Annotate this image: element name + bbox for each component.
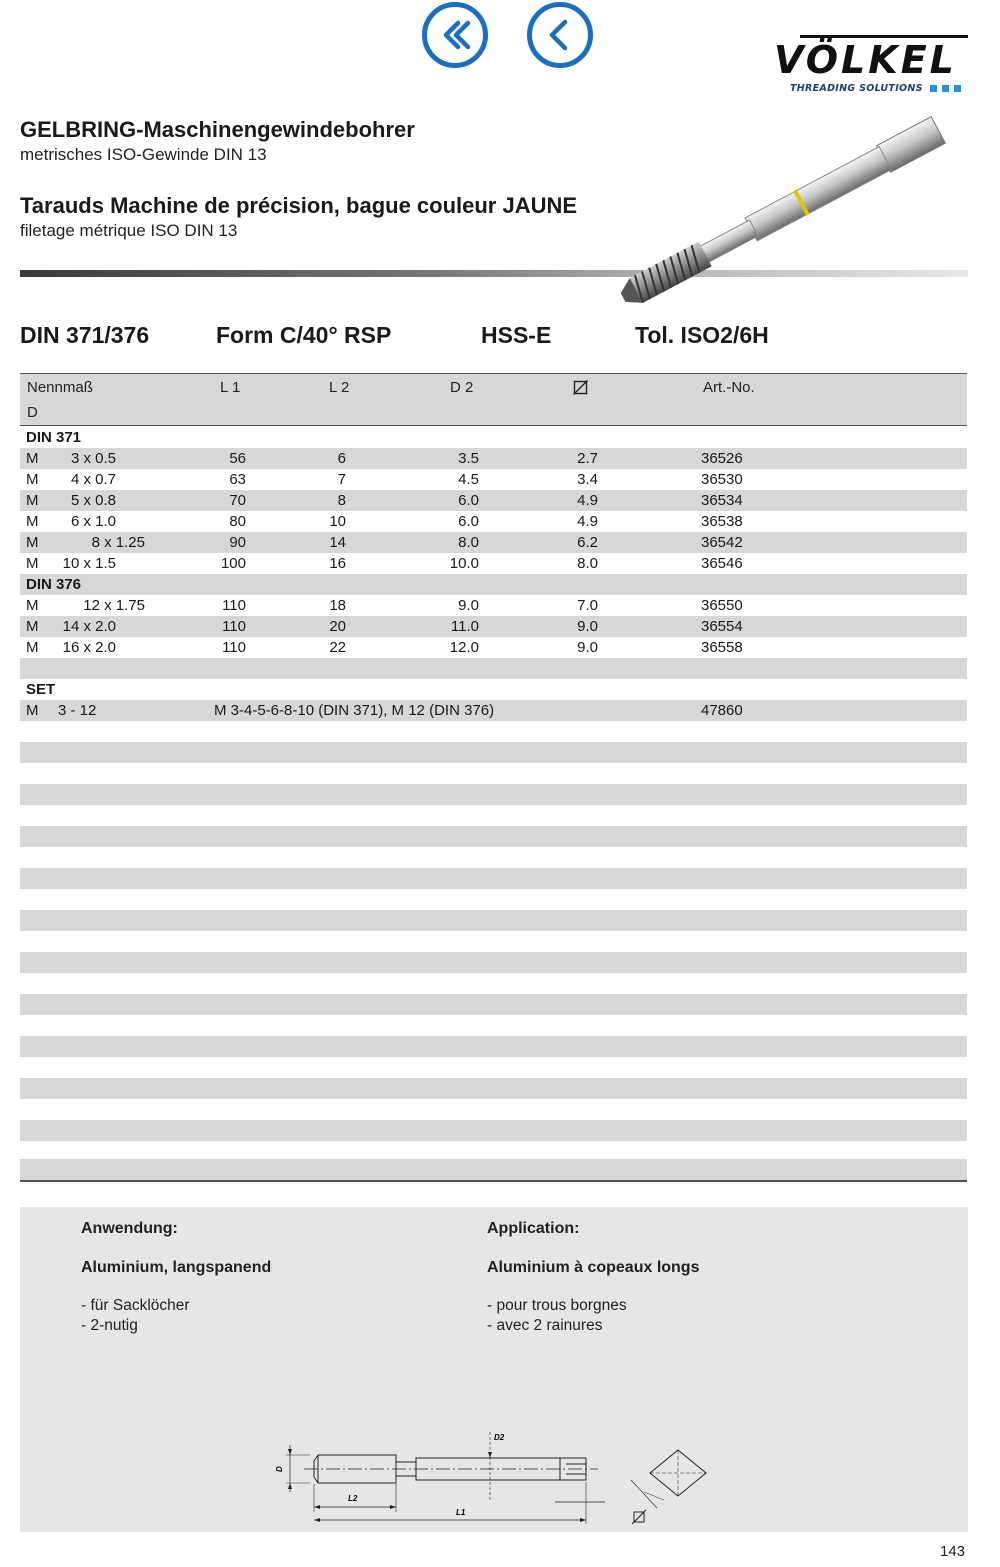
cell-size: 4 x 0.7 — [70, 471, 116, 488]
table-row — [20, 700, 967, 721]
title-german: GELBRING-Maschinengewindebohrer — [20, 117, 415, 142]
cell-artno: 36526 — [701, 450, 743, 467]
cell-size: 14 x 2.0 — [62, 618, 116, 635]
table-row — [20, 595, 967, 616]
application-item-german: - 2-nutig — [81, 1317, 138, 1334]
logo-square — [942, 85, 949, 92]
cell-square: 2.7 — [577, 450, 598, 467]
first-page-button[interactable] — [422, 2, 488, 68]
empty-row — [20, 868, 967, 889]
cell-size: 10 x 1.5 — [62, 555, 116, 572]
chevron-left-icon — [532, 7, 588, 63]
group-row — [20, 427, 967, 448]
group-label-din371: DIN 371 — [26, 429, 82, 446]
table-row — [20, 490, 967, 511]
application-material-german: Aluminium, langspanend — [81, 1259, 272, 1276]
dim-label-d: D — [275, 1466, 284, 1472]
empty-row — [20, 952, 967, 973]
table-row — [20, 511, 967, 532]
cell-m: M — [26, 534, 39, 551]
cell-l2: 8 — [337, 492, 346, 509]
dim-label-l1: L1 — [456, 1508, 466, 1517]
cell-m: M — [26, 513, 39, 530]
cell-l2: 7 — [337, 471, 346, 488]
application-material-french: Aluminium à copeaux longs — [487, 1259, 700, 1276]
application-item-german: - für Sacklöcher — [81, 1297, 190, 1314]
table-row — [20, 469, 967, 490]
cell-l1: 110 — [222, 639, 246, 656]
cell-d2: 9.0 — [458, 597, 479, 614]
header-l1: L 1 — [220, 379, 241, 396]
cell-m: M — [26, 702, 39, 719]
cell-square: 8.0 — [577, 555, 598, 572]
cell-artno: 36534 — [701, 492, 743, 509]
header-d: D — [27, 404, 38, 421]
table-row — [20, 448, 967, 469]
cell-size: 6 x 1.0 — [70, 513, 116, 530]
subtitle-german: metrisches ISO-Gewinde DIN 13 — [20, 145, 267, 164]
cell-l1: 80 — [229, 513, 246, 530]
cell-m: M — [26, 639, 39, 656]
cell-size: 12 x 1.75 — [83, 597, 145, 614]
empty-row — [20, 1120, 967, 1141]
group-row — [20, 574, 967, 595]
empty-row — [20, 784, 967, 805]
cell-l2: 6 — [337, 450, 346, 467]
cell-size: 5 x 0.8 — [70, 492, 116, 509]
cell-artno: 36558 — [701, 639, 743, 656]
cell-l1: 90 — [229, 534, 246, 551]
cell-set-description: M 3-4-5-6-8-10 (DIN 371), M 12 (DIN 376) — [214, 702, 495, 719]
application-item-french: - pour trous borgnes — [487, 1297, 627, 1314]
cell-square: 7.0 — [577, 597, 598, 614]
cell-d2: 6.0 — [458, 513, 479, 530]
spec-din: DIN 371/376 — [20, 322, 150, 348]
cell-square: 4.9 — [577, 492, 598, 509]
logo-wordmark: VÖLKEL — [774, 38, 957, 82]
cell-m: M — [26, 450, 39, 467]
header-d2: D 2 — [450, 379, 474, 396]
spec-form: Form C/40° RSP — [216, 322, 392, 348]
cell-d2: 12.0 — [449, 639, 479, 656]
cell-l2: 14 — [329, 534, 346, 551]
empty-row — [20, 826, 967, 847]
group-label-set: SET — [26, 681, 56, 698]
cell-square: 3.4 — [577, 471, 598, 488]
empty-row — [20, 1036, 967, 1057]
empty-row — [20, 1159, 967, 1180]
cell-artno: 36554 — [701, 618, 743, 635]
cell-m: M — [26, 471, 39, 488]
technical-drawing — [270, 1420, 720, 1530]
spec-tolerance: Tol. ISO2/6H — [635, 322, 769, 348]
cell-artno: 47860 — [701, 702, 743, 719]
cell-l1: 110 — [222, 618, 246, 635]
company-logo — [770, 30, 970, 96]
page-number: 143 — [940, 1543, 966, 1560]
subtitle-french: filetage métrique ISO DIN 13 — [20, 221, 238, 240]
cell-artno: 36538 — [701, 513, 743, 530]
cell-l1: 100 — [220, 555, 246, 572]
cell-m: M — [26, 597, 39, 614]
application-heading-german: Anwendung: — [81, 1220, 178, 1237]
cell-m: M — [26, 618, 39, 635]
tap-tool-image — [595, 108, 975, 308]
double-chevron-left-icon — [427, 7, 483, 63]
cell-square: 9.0 — [577, 618, 598, 635]
group-label-din376: DIN 376 — [26, 576, 82, 593]
table-row — [20, 553, 967, 574]
cell-d2: 8.0 — [458, 534, 479, 551]
cell-d2: 10.0 — [449, 555, 479, 572]
logo-tagline: THREADING SOLUTIONS — [790, 83, 923, 94]
cell-square: 9.0 — [577, 639, 598, 656]
application-item-french: - avec 2 rainures — [487, 1317, 603, 1334]
cell-l2: 16 — [329, 555, 346, 572]
group-row — [20, 679, 967, 700]
logo-square — [954, 85, 961, 92]
cell-size: 8 x 1.25 — [91, 534, 145, 551]
dim-label-l2: L2 — [348, 1494, 358, 1503]
empty-row — [20, 994, 967, 1015]
table-bottom-border — [20, 1180, 967, 1182]
spec-material: HSS-E — [481, 322, 552, 348]
table-row — [20, 637, 967, 658]
previous-page-button[interactable] — [527, 2, 593, 68]
cell-l2: 10 — [329, 513, 346, 530]
cell-l2: 20 — [329, 618, 346, 635]
cell-l2: 18 — [329, 597, 346, 614]
cell-size: 3 - 12 — [58, 702, 97, 719]
cell-d2: 4.5 — [458, 471, 479, 488]
cell-square: 4.9 — [577, 513, 598, 530]
empty-row — [20, 742, 967, 763]
header-nennmass: Nennmaß — [27, 379, 93, 396]
square-dimension-icon — [632, 1510, 646, 1524]
logo-square — [930, 85, 937, 92]
cell-size: 3 x 0.5 — [70, 450, 116, 467]
cell-artno: 36542 — [701, 534, 743, 551]
header-l2: L 2 — [329, 379, 350, 396]
empty-row — [20, 658, 967, 679]
cell-d2: 6.0 — [458, 492, 479, 509]
cell-l1: 110 — [222, 597, 246, 614]
cell-l1: 63 — [229, 471, 246, 488]
cell-artno: 36530 — [701, 471, 743, 488]
square-dimension-icon — [573, 380, 588, 395]
empty-row — [20, 1078, 967, 1099]
cell-d2: 3.5 — [458, 450, 479, 467]
cell-m: M — [26, 492, 39, 509]
table-row — [20, 532, 967, 553]
cell-l2: 22 — [329, 639, 346, 656]
cell-l1: 70 — [229, 492, 246, 509]
cell-l1: 56 — [229, 450, 246, 467]
cell-size: 16 x 2.0 — [62, 639, 116, 656]
table-row — [20, 616, 967, 637]
application-heading-french: Application: — [487, 1220, 580, 1237]
cell-d2: 11.0 — [450, 618, 479, 635]
empty-row — [20, 910, 967, 931]
header-artno: Art.-No. — [703, 379, 755, 396]
cell-m: M — [26, 555, 39, 572]
cell-artno: 36550 — [701, 597, 743, 614]
cell-artno: 36546 — [701, 555, 743, 572]
cell-square: 6.2 — [577, 534, 598, 551]
title-french: Tarauds Machine de précision, bague couleur JAUNE — [20, 193, 578, 218]
dim-label-d2: D2 — [494, 1433, 505, 1442]
table-header — [20, 373, 967, 426]
